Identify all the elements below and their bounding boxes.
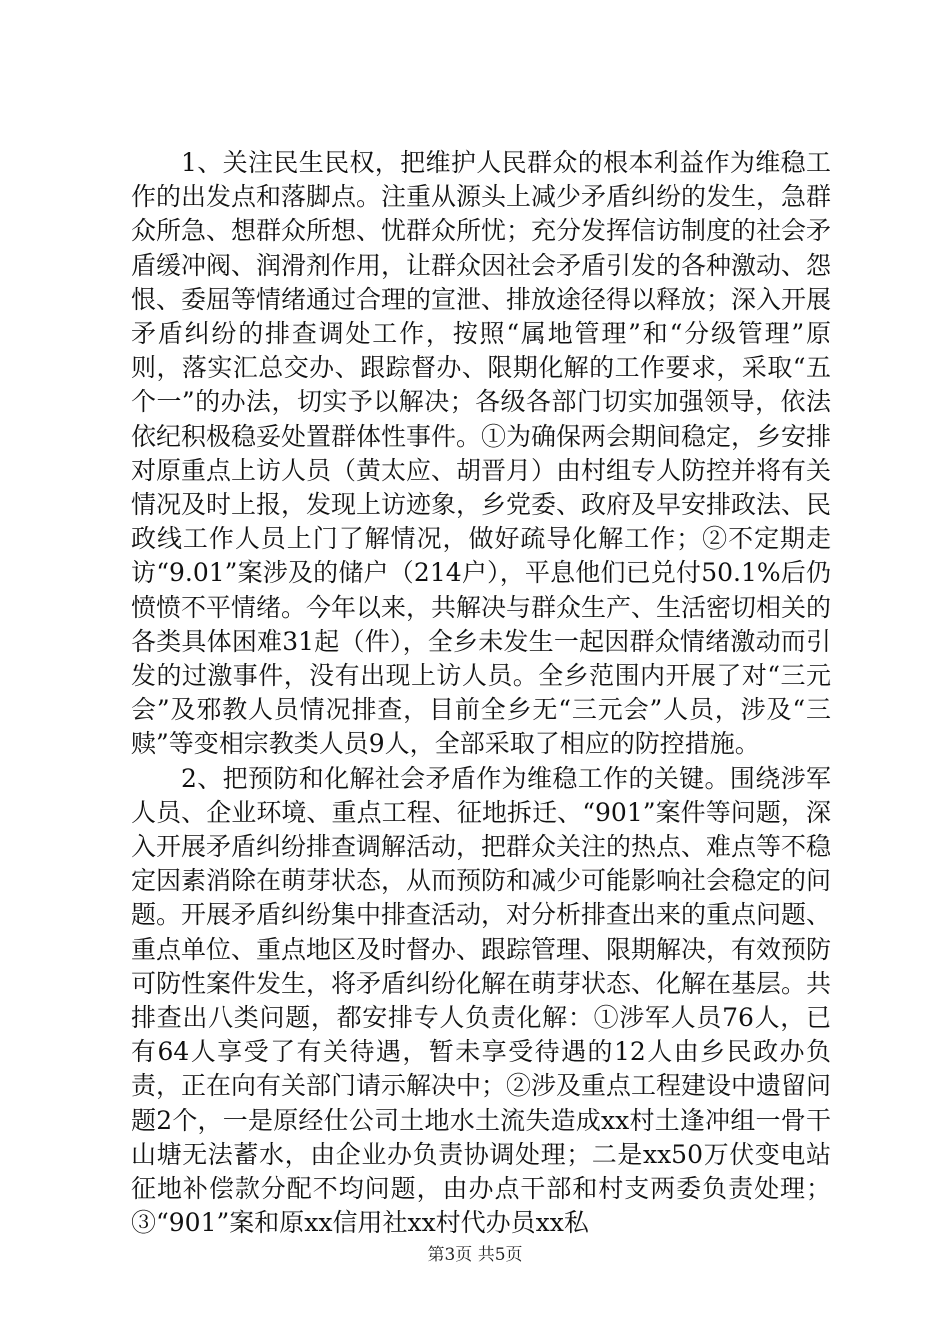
paragraph-2: 2、把预防和化解社会矛盾作为维稳工作的关键。围绕涉军人员、企业环境、重点工程、征地拆迁、“901”案件等问题，深入开展矛盾纠纷排查调解活动，把群众关注的热点、难点等不稳定因素消除在萌芽状态，从而预防和减少可能影响社会稳定的问题。开展矛盾纠纷集中排查活动，对分析排查出来的重点问题、重点单位、重点地区及时督办、跟踪管理、限期解决，有效预防可防性案件发生，将矛盾纠纷化解在萌芽状态、化解在基层。共排查出八类问题，都安排专人负责化解：①涉军人员76人，已有64人享受了有关待遇，暂未享受待遇的12人由乡民政办负责，正在向有关部门请示解决中；②涉及重点工程建设中遗留问题2个，一是原经仕公司土地水土流失造成xx村土逢冲组一骨干山塘无法蓄水，由企业办负责协调处理；二是xx50万伏变电站征地补偿款分配不均问题，由办点干部和村支两委负责处理；③“901”案和原xx信用社xx村代办员xx私 <box>131 763 832 1238</box>
paragraph-1: 1、关注民生民权，把维护人民群众的根本利益作为维稳工作的出发点和落脚点。注重从源头上减少矛盾纠纷的发生，急群众所急、想群众所想、忧群众所忧；充分发挥信访制度的社会矛盾缓冲阀、润滑剂作用，让群众因社会矛盾引发的各种激动、怨恨、委屈等情绪通过合理的宣泄、排放途径得以释放；深入开展矛盾纠纷的排查调处工作，按照“属地管理”和“分级管理”原则，落实汇总交办、跟踪督办、限期化解的工作要求，采取“五个一”的办法，切实予以解决；各级各部门切实加强领导，依法依纪积极稳妥处置群体性事件。①为确保两会期间稳定，乡安排对原重点上访人员（黄太应、胡晋月）由村组专人防控并将有关情况及时上报，发现上访迹象，乡党委、政府及早安排政法、民政线工作人员上门了解情况，做好疏导化解工作；②不定期走访“9.01”案涉及的储户（214户），平息他们已兑付50.1%后仍愤愤不平情绪。今年以来，共解决与群众生产、生活密切相关的各类具体困难31起（件），全乡未发生一起因群众情绪激动而引发的过激事件，没有出现上访人员。全乡范围内开展了对“三元会”及邪教人员情况排查，目前全乡无“三元会”人员，涉及“三赎”等变相宗教类人员9人，全部采取了相应的防控措施。 <box>131 148 832 759</box>
document-body <box>131 146 831 1241</box>
page-number-footer: 第3页 共5页 <box>427 1245 523 1265</box>
